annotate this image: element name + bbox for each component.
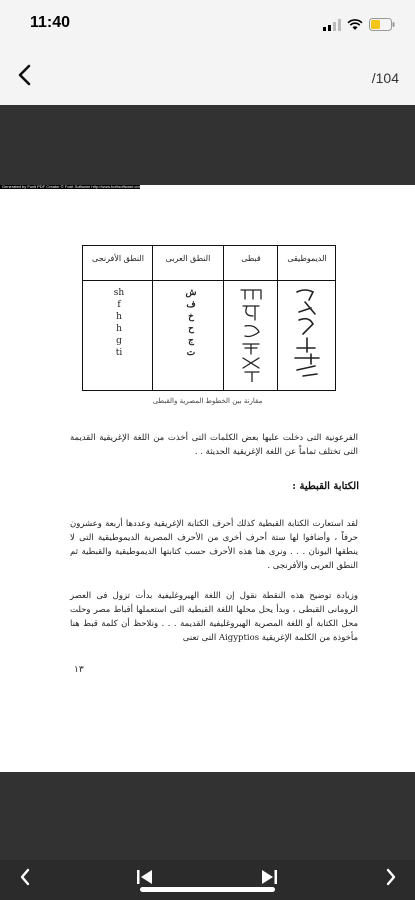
table-cell: h: [116, 324, 122, 334]
table-header-coptic: قبطى: [241, 254, 261, 263]
table-column-divider: [277, 246, 278, 390]
paragraph-3: وزيادة توضيح هذه النقطة نقول إن اللغة الهيروغليفية بدأت تزول فى العصر الرومانى القبطى ، وبدأ يحل محلها اللغة القبطية التى استعملها أقباط مصر وحلت محل الكتابة أو اللغة المصرية الهيروغليفية القديمة . . . ونلاحظ أن كلمة قبط هنا مأخوذة من الكلمة الإغريقية Aigyptios التى تعنى: [70, 591, 358, 643]
next-page-icon: [385, 868, 397, 890]
paragraph-2: لقد استعارت الكتابة القبطية كذلك أحرف الكتابة الإغريقية وعددها أربعة وعشرون حرفاً ، وأضافوا لها ستة أحرف أخرى من الأحرف المصرية الديموطيقية التى لا ينطقها اليونان . . . ونرى هنا هذه الأحرف حسب كتابتها الديموطيقية والقبطية ثم النطق العربى والأفرنجى .: [70, 519, 358, 571]
document-page[interactable]: [0, 185, 415, 772]
signal-icon: [323, 16, 341, 35]
arabic-column: [171, 288, 211, 359]
battery-icon: [369, 16, 395, 35]
latin-column: [99, 288, 139, 359]
table-header-divider: [83, 280, 335, 281]
status-icons: [323, 16, 395, 35]
back-chevron-icon: [17, 64, 31, 90]
nav-bar: [0, 50, 415, 105]
coptic-glyphs: [233, 286, 273, 386]
comparison-table: [82, 245, 336, 391]
table-cell: ج: [188, 336, 194, 346]
table-header-demotic: الديموطيقى: [287, 254, 327, 263]
table-cell: ت: [186, 348, 196, 358]
table-cell: h: [116, 312, 122, 322]
table-column-divider: [223, 246, 224, 390]
wifi-icon: [347, 16, 363, 35]
page-count: /104: [371, 70, 399, 86]
table-column-divider: [152, 246, 153, 390]
table-header-latin: النطق الأفرنجى: [92, 254, 144, 263]
prev-page-button[interactable]: [10, 864, 40, 894]
demotic-glyphs: [285, 286, 333, 386]
table-cell: ح: [188, 324, 194, 334]
watermark-text: Generated by Foxit PDF Creator © Foxit Software http://www.foxitsoftware.com: [2, 185, 143, 189]
table-cell: g: [116, 336, 122, 346]
table-cell: ti: [115, 348, 123, 358]
status-bar: [0, 0, 415, 50]
paragraph-1: الفرعونية التى دخلت عليها بعض الكلمات التى أخذت من اللغة الإغريقية القديمة التى تختلف تماماً عن اللغة الإغريقية الحديثة . .: [70, 433, 358, 457]
table-cell: f: [117, 300, 121, 310]
prev-page-icon: [19, 868, 31, 890]
table-cell: sh: [113, 288, 125, 298]
table-cell: ف: [186, 300, 196, 310]
home-indicator[interactable]: [140, 887, 275, 892]
table-cell: ش: [185, 288, 197, 298]
next-page-button[interactable]: [376, 864, 406, 894]
table-header-arabic: النطق العربى: [165, 254, 211, 263]
watermark-strip: [0, 185, 143, 189]
status-time: 11:40: [30, 14, 71, 31]
page-number: ١٣: [74, 665, 84, 675]
table-cell: خ: [188, 312, 194, 322]
section-heading: الكتابة القبطية :: [292, 481, 359, 492]
page-toolbar: [0, 860, 415, 900]
viewer-background-bottom: [0, 772, 415, 860]
figure-caption: مقارنة بين الخطوط المصرية والقبطى: [152, 397, 263, 405]
back-button[interactable]: [10, 62, 38, 92]
viewer-background-top: [0, 105, 415, 185]
